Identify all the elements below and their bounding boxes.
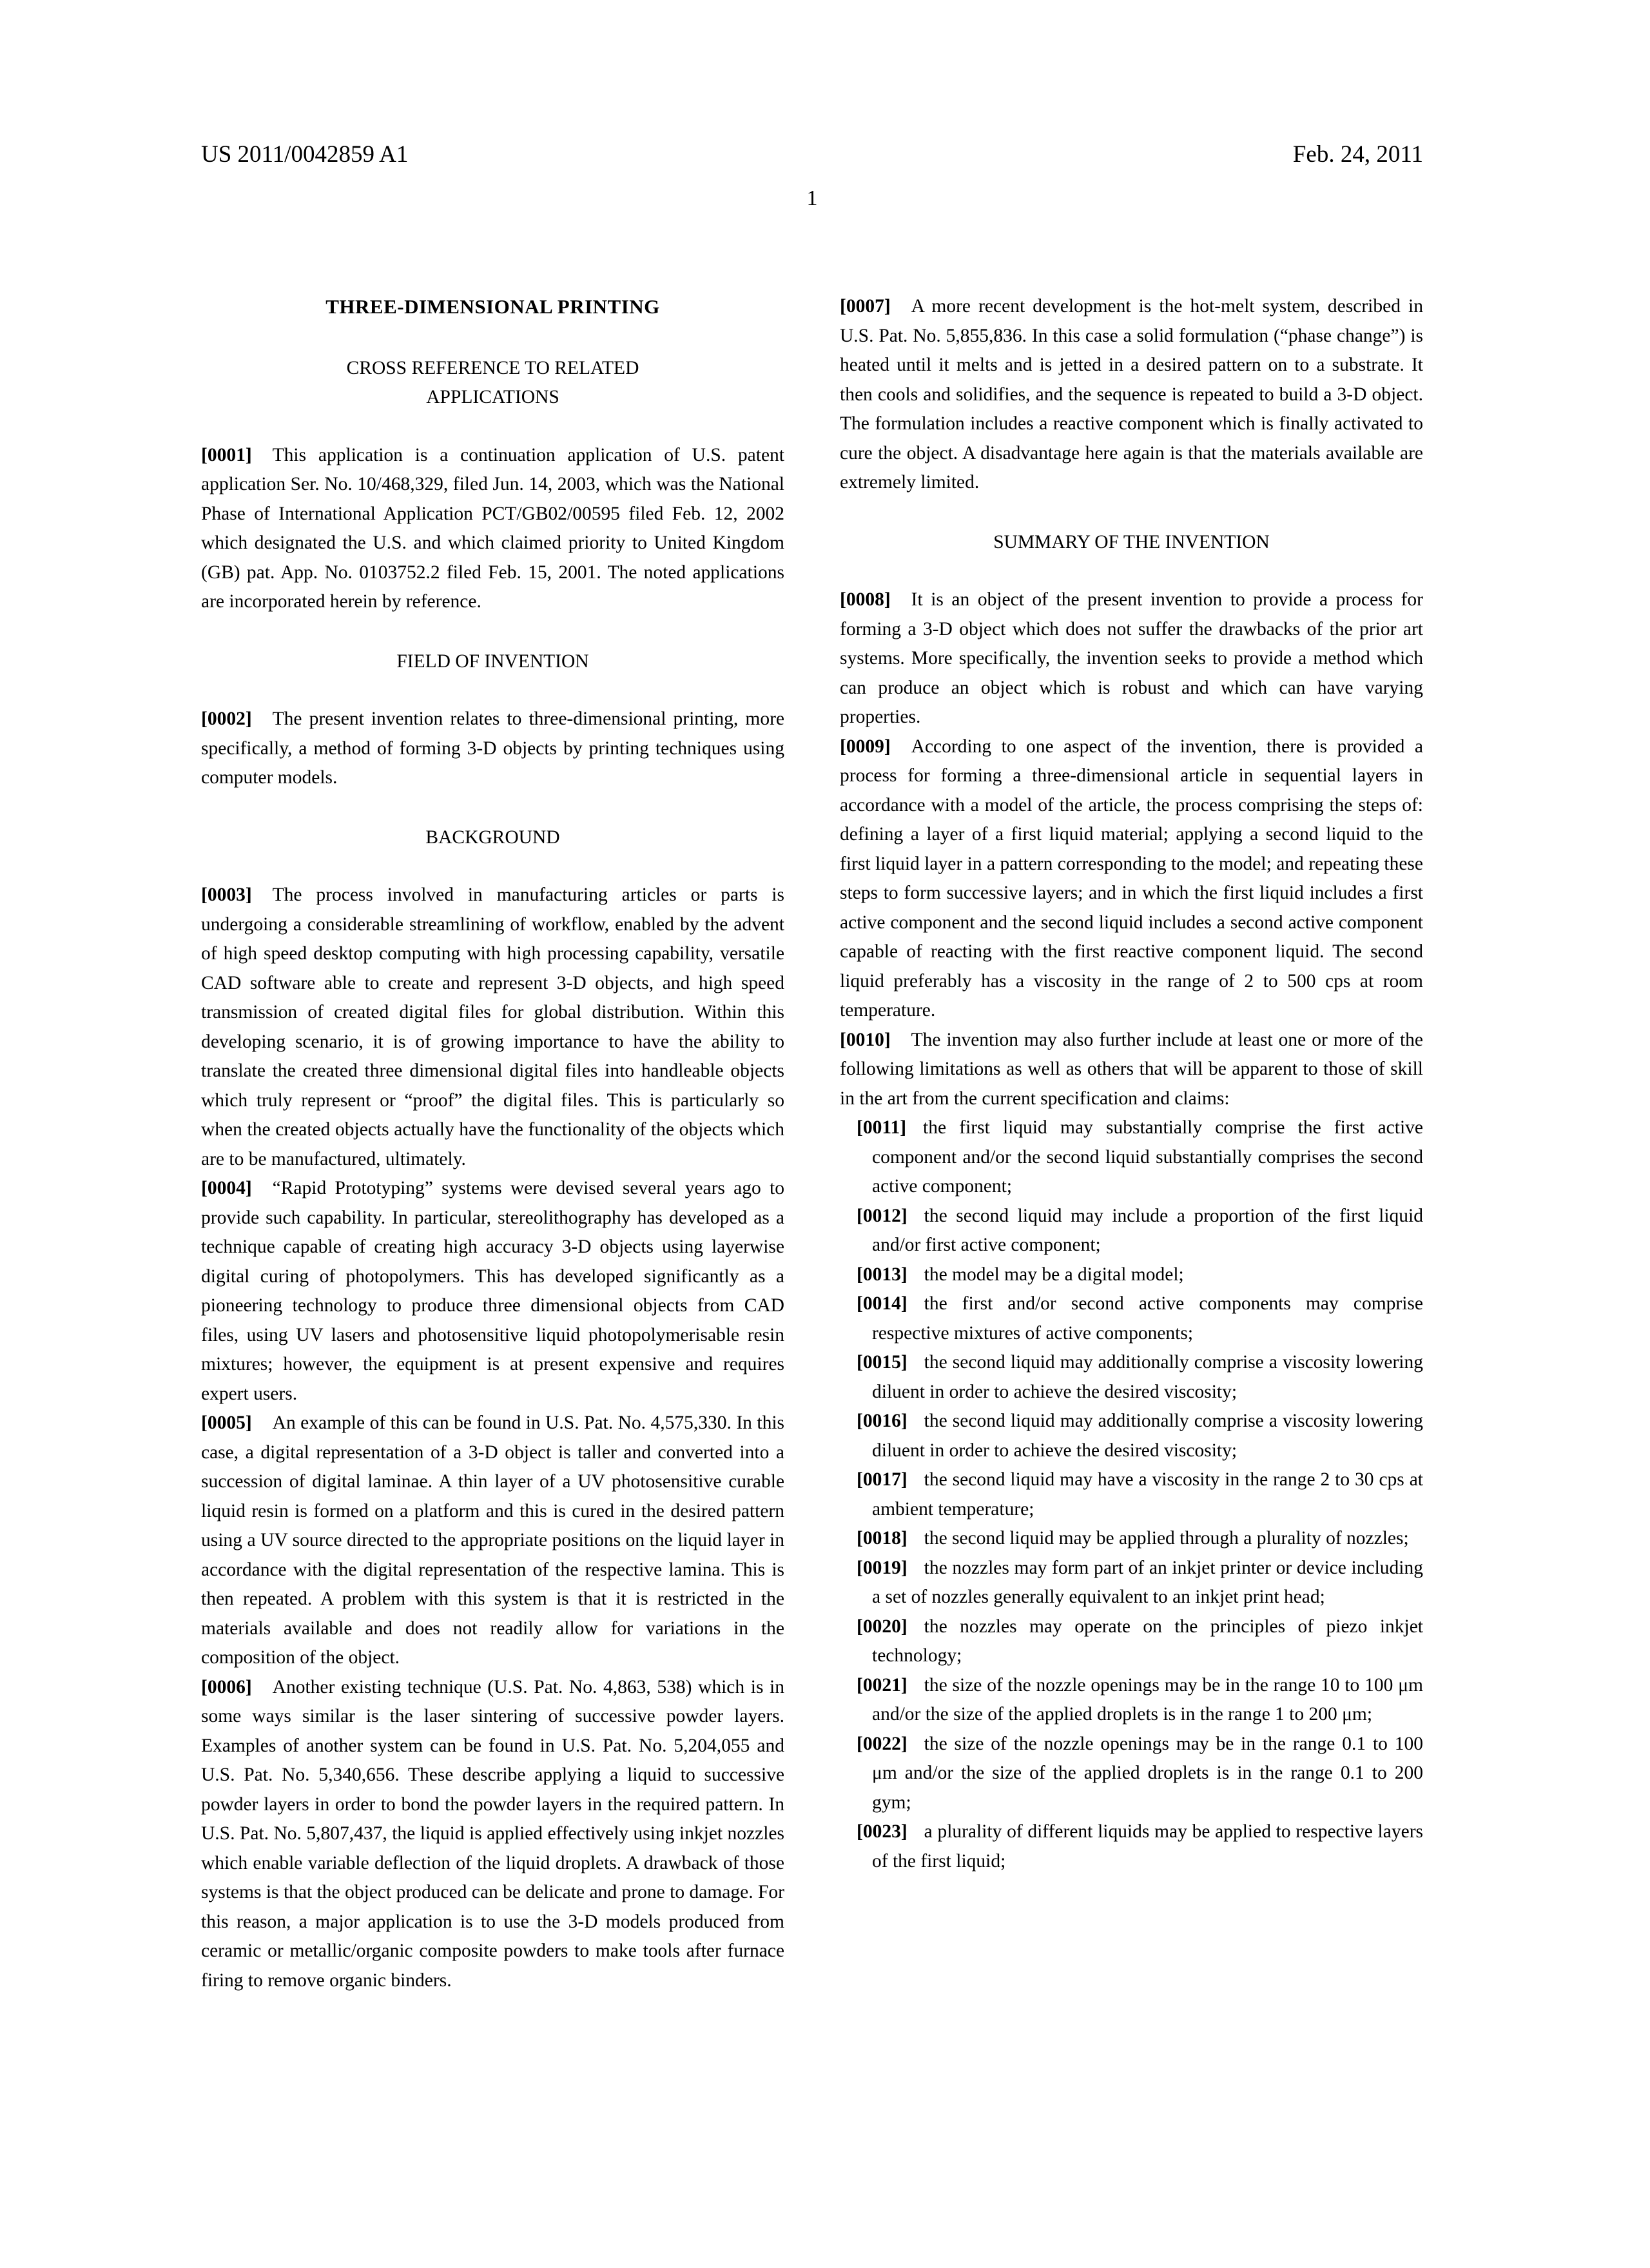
paragraph-text: the model may be a digital model; <box>924 1264 1184 1285</box>
paragraph-number: [0007] <box>840 296 891 317</box>
paragraph-text: The present invention relates to three-dimensional printing, more specifically, a method of forming 3-D objects by printing techniques using computer models. <box>201 709 784 788</box>
paragraph-number: [0018] <box>857 1528 908 1549</box>
claim-paragraph <box>840 1465 1423 1524</box>
right-column <box>840 292 1423 1876</box>
paragraph-number: [0009] <box>840 736 891 757</box>
paragraph-text: the nozzles may form part of an inkjet printer or device including a set of nozzles generally equivalent to an inkjet print head; <box>872 1557 1423 1607</box>
body-paragraph <box>201 1174 784 1409</box>
claim-paragraph <box>840 1524 1423 1554</box>
paragraph-text: the second liquid may additionally comprise a viscosity lowering diluent in order to achieve the desired viscosity; <box>872 1352 1423 1402</box>
paragraph-text: the second liquid may have a viscosity in the range 2 to 30 cps at ambient temperature; <box>872 1469 1423 1520</box>
paragraph-text: According to one aspect of the invention, there is provided a process for forming a three-dimensional article in sequential layers in accordance with a model of the article, the process comprising the steps of: defining a layer of a first liquid material; applying a second liquid to the first liquid layer in a pattern corresponding to the model; and repeating these steps to form successive layers; and in which the first liquid includes a first active component and the second liquid includes a second active component capable of reacting with the first reactive component liquid. The second liquid preferably has a viscosity in the range of 2 to 500 cps at room temperature. <box>840 736 1423 1021</box>
paragraph-number: [0016] <box>857 1411 908 1431</box>
paragraph-number: [0015] <box>857 1352 908 1373</box>
body-paragraph <box>201 1409 784 1673</box>
invention-title: THREE-DIMENSIONAL PRINTING <box>325 295 660 318</box>
paragraph-number: [0002] <box>201 709 252 729</box>
page-number: 1 <box>806 186 818 210</box>
body-paragraph <box>840 732 1423 1026</box>
claim-paragraph <box>840 1202 1423 1260</box>
claim-paragraph <box>840 1817 1423 1876</box>
paragraph-number: [0011] <box>857 1117 907 1138</box>
paragraph-text: The process involved in manufacturing articles or parts is undergoing a considerable streamlining of workflow, enabled by the advent of high speed desktop computing with high processing capability, versatile CAD software able to create and represent 3-D objects, and high speed transmission of created digital files for global distribution. Within this developing scenario, it is of growing importance to have the ability to translate the created three dimensional digital files into handleable objects which truly represent or “proof” the digital files. This is particularly so when the created objects actually have the functionality of the objects which are to be manufactured, ultimately. <box>201 885 784 1169</box>
body-paragraph <box>201 881 784 1174</box>
two-column-body <box>201 292 1423 1995</box>
paragraph-number: [0013] <box>857 1264 908 1285</box>
paragraph-text: a plurality of different liquids may be applied to respective layers of the first liquid; <box>872 1821 1423 1872</box>
paragraph-text: the first liquid may substantially comprise the first active component and/or the second liquid substantially comprises the second active component; <box>872 1117 1423 1197</box>
section-heading: CROSS REFERENCE TO RELATED APPLICATIONS <box>346 357 639 407</box>
paragraph-text: the size of the nozzle openings may be in the range 0.1 to 100 μm and/or the size of the applied droplets is in the range 0.1 to 200 gym; <box>872 1733 1423 1813</box>
paragraph-text: This application is a continuation application of U.S. patent application Ser. No. 10/468,329, filed Jun. 14, 2003, which was the National Phase of International Application PCT/GB02/00595 filed Feb. 12, 2002 which designated the U.S. and which claimed priority to United Kingdom (GB) pat. App. No. 0103752.2 filed Feb. 15, 2001. The noted applications are incorporated herein by reference. <box>201 444 784 612</box>
body-paragraph <box>840 292 1423 498</box>
paragraph-number: [0003] <box>201 885 252 905</box>
paragraph-text: It is an object of the present invention to provide a process for forming a 3-D object which does not suffer the drawbacks of the prior art systems. More specifically, the invention seeks to provide a method which can produce an object which is robust and which can have varying properties. <box>840 589 1423 727</box>
paragraph-text: A more recent development is the hot-melt system, described in U.S. Pat. No. 5,855,836. In this case a solid formulation (“phase change”) is heated until it melts and is jetted in a desired pattern on to a substrate. It then cools and solidifies, and the sequence is repeated to build a 3-D object. The formulation includes a reactive component which is finally activated to cure the object. A disadvantage here again is that the materials available are extremely limited. <box>840 296 1423 493</box>
paragraph-text: the second liquid may be applied through a plurality of nozzles; <box>924 1528 1409 1549</box>
claim-paragraph <box>840 1407 1423 1465</box>
page-header <box>201 141 1423 169</box>
paragraph-number: [0022] <box>857 1733 908 1754</box>
claim-paragraph <box>840 1348 1423 1407</box>
section-heading: FIELD OF INVENTION <box>396 650 589 672</box>
paragraph-number: [0017] <box>857 1469 908 1490</box>
claim-paragraph <box>840 1113 1423 1202</box>
claim-paragraph <box>840 1289 1423 1348</box>
section-heading: SUMMARY OF THE INVENTION <box>993 531 1270 552</box>
body-paragraph <box>201 1673 784 1996</box>
claim-paragraph <box>840 1671 1423 1730</box>
paragraph-text: the nozzles may operate on the principles of piezo inkjet technology; <box>872 1616 1423 1666</box>
body-paragraph <box>840 1026 1423 1114</box>
body-paragraph <box>201 441 784 617</box>
paragraph-number: [0019] <box>857 1557 908 1578</box>
paragraph-number: [0006] <box>201 1676 252 1697</box>
body-paragraph <box>201 705 784 793</box>
claim-paragraph <box>840 1612 1423 1671</box>
paragraph-number: [0012] <box>857 1205 908 1226</box>
paragraph-text: the first and/or second active components may comprise respective mixtures of active components; <box>872 1293 1423 1344</box>
section-heading: BACKGROUND <box>425 826 560 848</box>
claim-paragraph <box>840 1260 1423 1290</box>
paragraph-number: [0008] <box>840 589 891 610</box>
publication-number: US 2011/0042859 A1 <box>201 141 409 168</box>
paragraph-number: [0010] <box>840 1029 891 1050</box>
body-paragraph <box>840 585 1423 732</box>
paragraph-text: the second liquid may additionally comprise a viscosity lowering diluent in order to achieve the desired viscosity; <box>872 1411 1423 1461</box>
paragraph-number: [0005] <box>201 1413 252 1433</box>
paragraph-number: [0020] <box>857 1616 908 1637</box>
publication-date: Feb. 24, 2011 <box>1292 141 1423 168</box>
paragraph-text: “Rapid Prototyping” systems were devised several years ago to provide such capability. In particular, stereolithography has developed as a technique capable of creating high accuracy 3-D objects using layerwise digital curing of photopolymers. This has developed significantly as a pioneering technology to produce three dimensional objects from CAD files, using UV lasers and photosensitive liquid photopolymerisable resin mixtures; however, the equipment is at present expensive and requires expert users. <box>201 1178 784 1404</box>
paragraph-text: Another existing technique (U.S. Pat. No. 4,863, 538) which is in some ways similar is the laser sintering of successive powder layers. Examples of another system can be found in U.S. Pat. No. 5,204,055 and U.S. Pat. No. 5,340,656. These describe applying a liquid to successive powder layers in order to bond the powder layers in the required pattern. In U.S. Pat. No. 5,807,437, the liquid is applied effectively using inkjet nozzles which enable variable deflection of the liquid droplets. A drawback of those systems is that the object produced can be delicate and prone to damage. For this reason, a major application is to use the 3-D models produced from ceramic or metallic/organic composite powders to make tools after furnace firing to remove organic binders. <box>201 1676 784 1991</box>
patent-page <box>0 141 1650 2268</box>
paragraph-number: [0021] <box>857 1674 908 1696</box>
paragraph-number: [0014] <box>857 1293 908 1314</box>
paragraph-text: the second liquid may include a proportion of the first liquid and/or first active component; <box>872 1205 1423 1255</box>
paragraph-number: [0023] <box>857 1821 908 1842</box>
claim-paragraph <box>840 1554 1423 1612</box>
paragraph-number: [0001] <box>201 444 252 465</box>
paragraph-text: An example of this can be found in U.S. Pat. No. 4,575,330. In this case, a digital representation of a 3-D object is taller and converted into a succession of digital laminae. A thin layer of a UV photosensitive curable liquid resin is formed on a platform and this is cured in the desired pattern using a UV source directed to the appropriate positions on the liquid layer in accordance with the digital representation of the respective lamina. This is then repeated. A problem with this system is that it is restricted in the materials available and does not readily allow for variations in the composition of the object. <box>201 1413 784 1668</box>
left-column <box>201 292 784 1995</box>
paragraph-text: The invention may also further include at least one or more of the following limitations as well as others that will be apparent to those of skill in the art from the current specification and claims: <box>840 1029 1423 1109</box>
claim-paragraph <box>840 1730 1423 1818</box>
paragraph-text: the size of the nozzle openings may be in the range 10 to 100 μm and/or the size of the applied droplets is in the range 1 to 200 μm; <box>872 1674 1423 1725</box>
paragraph-number: [0004] <box>201 1178 252 1198</box>
